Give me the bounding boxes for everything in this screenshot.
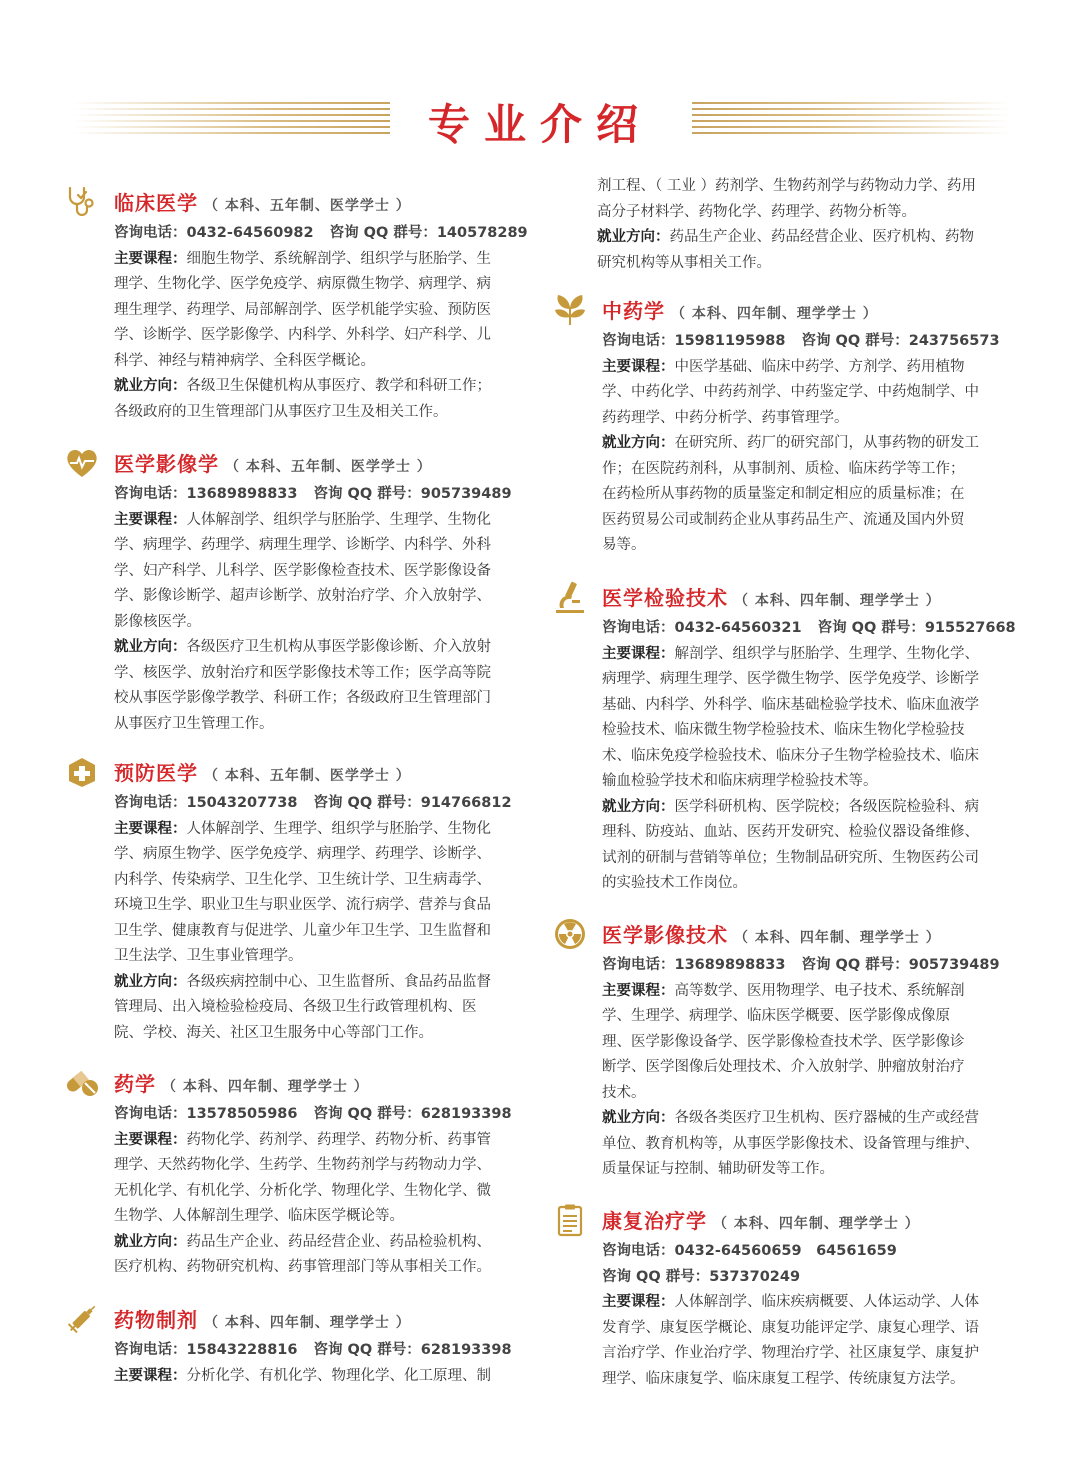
major-tcm: 中药学 （ 本科、四年制、理学学士 ） 咨询电话：15981195988 咨询 QQ 群号：243756573 主要课程：中医学基础、临床中药学、方剂学、药用植物 学、中药化学、中药药剂学、中药鉴定学、中药炮制学、中 药药理学、中药分析学、药事管理学。 就业方向：在研究所、药厂的研究部门，从事药物的研发工 作；在医院药剂科，从事制剂、质检、临床药学等工作； 在药检所从事药物的质量鉴定和制定相应的质量标准；在 医药贸易公司或制药企业从事药品生产、流通及国内外贸 易等。 [552, 293, 1030, 559]
major-meta: （ 本科、四年制、理学学士 ） [734, 593, 941, 609]
phone-number: 13689898833 [186, 486, 298, 502]
major-name: 医学影像学 [114, 452, 219, 476]
qq-number: 628193398 [420, 1342, 512, 1358]
contact-line: 咨询电话：15843228816 咨询 QQ 群号：628193398 [114, 1342, 512, 1358]
jobs-label: 就业方向： [602, 1110, 675, 1126]
phone-number: 0432-64560982 [186, 225, 314, 241]
clipboard-icon [552, 1203, 588, 1237]
major-name: 预防医学 [114, 761, 198, 785]
major-preventive: 预防医学 （ 本科、五年制、医学学士 ） 咨询电话：15043207738 咨询 QQ 群号：914766812 主要课程：人体解剖学、生理学、组织学与胚胎学、生物化 学、病原生物学、医学免疫学、病理学、药理学、诊断学、 内科学、传染病学、卫生化学、卫生统计学、卫生病毒学、 环境卫生学、职业卫生与职业医学、流行病学、营养与食品 卫生学、健康教育与促进学、儿童少年卫生学、卫生监督和 卫生法学、卫生事业管理学。 就业方向：各级疾病控制中心、卫生监督所、食品药品监督 管理局、出入境检验检疫局、各级卫生行政管理机构、医 院、学校、海关、社区卫生服务中心等部门工作。 [64, 755, 542, 1046]
major-name: 医学检验技术 [602, 586, 728, 610]
courses-label: 主要课程： [602, 982, 675, 999]
major-lab: 医学检验技术 （ 本科、四年制、理学学士 ） 咨询电话：0432-64560321 咨询 QQ 群号：915527668 主要课程：解剖学、组织学与胚胎学、生理学、生物化学、 病理学、病理生理学、医学微生物学、医学免疫学、诊断学 基础、内科学、外科学、临床基础检验学技术、临床血液学 检验技术、临床微生物学检验技术、临床生物化学检验技 术、临床免疫学检验技术、临床分子生物学检验技术、临床 输血检验学技术和临床病理学检验技术等。 就业方向：医学科研机构、医学院校；各级医院检验科、病 理科、防疫站、血站、医药开发研究、检验仪器设备维修、 试剂的研制与营销等单位；生物制品研究所、生物医药公司 的实验技术工作岗位。 [552, 580, 1030, 897]
major-name: 临床医学 [114, 191, 198, 215]
courses-label: 主要课程： [114, 250, 187, 267]
courses-label: 主要课程： [114, 820, 187, 837]
contact-line: 咨询电话：0432-64560982 咨询 QQ 群号：140578289 [114, 225, 528, 241]
phone-number: 0432-64560321 [674, 620, 802, 636]
qq-number: 537370249 [709, 1268, 801, 1285]
courses-label: 主要课程： [114, 1367, 187, 1384]
contact-line: 咨询电话：15981195988 咨询 QQ 群号：243756573 [602, 333, 1000, 349]
major-formulation-continued: 剂工程、（ 工业 ）药剂学、生物药剂学与药物动力学、药用 高分子材料学、药物化学、药理学、药物分析等。 就业方向：药品生产企业、药品经营企业、医疗机构、药物 研究机构等从事相关工作。 [597, 178, 976, 271]
radiation-icon [552, 917, 588, 951]
contact-line: 咨询电话：15043207738 咨询 QQ 群号：914766812 [114, 795, 512, 811]
major-meta: （ 本科、五年制、医学学士 ） [204, 768, 411, 784]
major-name: 中药学 [602, 299, 665, 323]
syringe-icon [64, 1302, 100, 1336]
phone-number: 0432-64560659 64561659 [674, 1243, 897, 1259]
jobs-label: 就业方向： [602, 435, 675, 451]
qq-line: 咨询 QQ 群号：537370249 [602, 1268, 801, 1285]
courses-label: 主要课程： [114, 1131, 187, 1148]
stethoscope-icon [64, 185, 100, 219]
microscope-icon [552, 580, 588, 614]
courses-label: 主要课程： [114, 511, 187, 528]
major-meta: （ 本科、四年制、理学学士 ） [204, 1315, 411, 1331]
contact-line: 咨询电话：13578505986 咨询 QQ 群号：628193398 [114, 1106, 512, 1122]
major-formulation: 药物制剂 （ 本科、四年制、理学学士 ） 咨询电话：15843228816 咨询 QQ 群号：628193398 主要课程：分析化学、有机化学、物理化学、化工原理、制 [64, 1302, 542, 1389]
qq-number: 140578289 [436, 225, 528, 241]
decorative-stripes-right [692, 100, 1010, 140]
phone-number: 15043207738 [186, 795, 298, 811]
phone-number: 15843228816 [186, 1342, 298, 1358]
major-imaging-tech: 医学影像技术 （ 本科、四年制、理学学士 ） 咨询电话：13689898833 咨询 QQ 群号：905739489 主要课程：高等数学、医用物理学、电子技术、系统解剖 学、生理学、病理学、临床医学概要、医学影像成像原 理、医学影像设备学、医学影像检查技术学、医学影像诊 断学、医学图像后处理技术、介入放射学、肿瘤放射治疗 技术。 就业方向：各级各类医疗卫生机构、医疗器械的生产或经营 单位、教育机构等，从事医学影像技术、设备管理与维护、 质量保证与控制、辅助研发等工作。 [552, 917, 1030, 1183]
jobs-label: 就业方向： [114, 1233, 187, 1250]
qq-number: 243756573 [908, 333, 1000, 349]
major-clinical: 临床医学 （ 本科、五年制、医学学士 ） 咨询电话：0432-64560982 咨询 QQ 群号：140578289 主要课程：细胞生物学、系统解剖学、组织学与胚胎学、生 理学、生物化学、医学免疫学、病原微生物学、病理学、病 理生理学、药理学、局部解剖学、医学机能学实验、预防医 学、诊断学、医学影像学、内科学、外科学、妇产科学、儿 科学、神经与精神病学、全科医学概论。 就业方向：各级卫生保健机构从事医疗、教学和科研工作； 各级政府的卫生管理部门从事医疗卫生及相关工作。 [64, 185, 542, 425]
phone-number: 13578505986 [186, 1106, 298, 1122]
major-name: 药学 [114, 1072, 156, 1096]
jobs-label: 就业方向： [114, 639, 187, 655]
major-imaging: 医学影像学 （ 本科、五年制、医学学士 ） 咨询电话：13689898833 咨询 QQ 群号：905739489 主要课程：人体解剖学、组织学与胚胎学、生理学、生物化 学、病理学、药理学、病理生理学、诊断学、内科学、外科 学、妇产科学、儿科学、医学影像检查技术、医学影像设备 学、影像诊断学、超声诊断学、放射治疗学、介入放射学、 影像核医学。 就业方向：各级医疗卫生机构从事医学影像诊断、介入放射 学、核医学、放射治疗和医学影像技术等工作；医学高等院 校从事医学影像学教学、科研工作；各级政府卫生管理部门 从事医疗卫生管理工作。 [64, 446, 542, 737]
courses-label: 主要课程： [602, 358, 675, 375]
pill-capsule-icon [64, 1066, 100, 1100]
qq-number: 628193398 [420, 1106, 512, 1122]
jobs-label: 就业方向： [114, 378, 187, 394]
phone-number: 15981195988 [674, 333, 786, 349]
medical-cross-icon [64, 755, 100, 789]
contact-line: 咨询电话：13689898833 咨询 QQ 群号：905739489 [114, 486, 512, 502]
heart-pulse-icon [64, 446, 100, 480]
phone-line: 咨询电话：0432-64560659 64561659 [602, 1243, 897, 1259]
major-meta: （ 本科、四年制、理学学士 ） [162, 1079, 369, 1095]
major-meta: （ 本科、四年制、理学学士 ） [734, 930, 941, 946]
jobs-label: 就业方向： [597, 229, 670, 245]
major-rehab: 康复治疗学 （ 本科、四年制、理学学士 ） 咨询电话：0432-64560659 64561659 咨询 QQ 群号：537370249 主要课程：人体解剖学、临床疾病概要、人体运动学、人体 发育学、康复医学概论、康复功能评定学、康复心理学、语 言治疗学、作业治疗学、物理治疗学、社区康复学、康复护 理学、临床康复学、临床康复工程学、传统康复方法学。 [552, 1203, 1030, 1392]
jobs-label: 就业方向： [114, 973, 187, 990]
contact-line: 咨询电话：0432-64560321 咨询 QQ 群号：915527668 [602, 620, 1016, 636]
major-name: 康复治疗学 [602, 1209, 707, 1233]
qq-number: 914766812 [420, 795, 512, 811]
major-meta: （ 本科、五年制、医学学士 ） [204, 198, 411, 214]
courses-label: 主要课程： [602, 1294, 675, 1310]
major-name: 药物制剂 [114, 1308, 198, 1332]
page-header [0, 92, 1080, 152]
qq-number: 915527668 [924, 620, 1016, 636]
contact-line: 咨询电话：13689898833 咨询 QQ 群号：905739489 [602, 957, 1000, 973]
jobs-label: 就业方向： [602, 798, 675, 815]
page-title: 专业介绍 [427, 100, 652, 149]
herb-leaf-icon [552, 293, 588, 327]
major-meta: （ 本科、五年制、医学学士 ） [225, 459, 432, 475]
major-pharmacy: 药学 （ 本科、四年制、理学学士 ） 咨询电话：13578505986 咨询 QQ 群号：628193398 主要课程：药物化学、药剂学、药理学、药物分析、药事管 理学、天然药物化学、生药学、生物药剂学与药物动力学、 无机化学、有机化学、分析化学、物理化学、生物化学、微 生物学、人体解剖生理学、临床医学概论等。 就业方向：药品生产企业、药品经营企业、药品检验机构、 医疗机构、药物研究机构、药事管理部门等从事相关工作。 [64, 1066, 542, 1281]
qq-number: 905739489 [420, 486, 512, 502]
major-name: 医学影像技术 [602, 923, 728, 947]
qq-number: 905739489 [908, 957, 1000, 973]
courses-label: 主要课程： [602, 645, 675, 662]
phone-number: 13689898833 [674, 957, 786, 973]
major-meta: （ 本科、四年制、理学学士 ） [671, 306, 878, 322]
major-meta: （ 本科、四年制、理学学士 ） [713, 1216, 920, 1232]
